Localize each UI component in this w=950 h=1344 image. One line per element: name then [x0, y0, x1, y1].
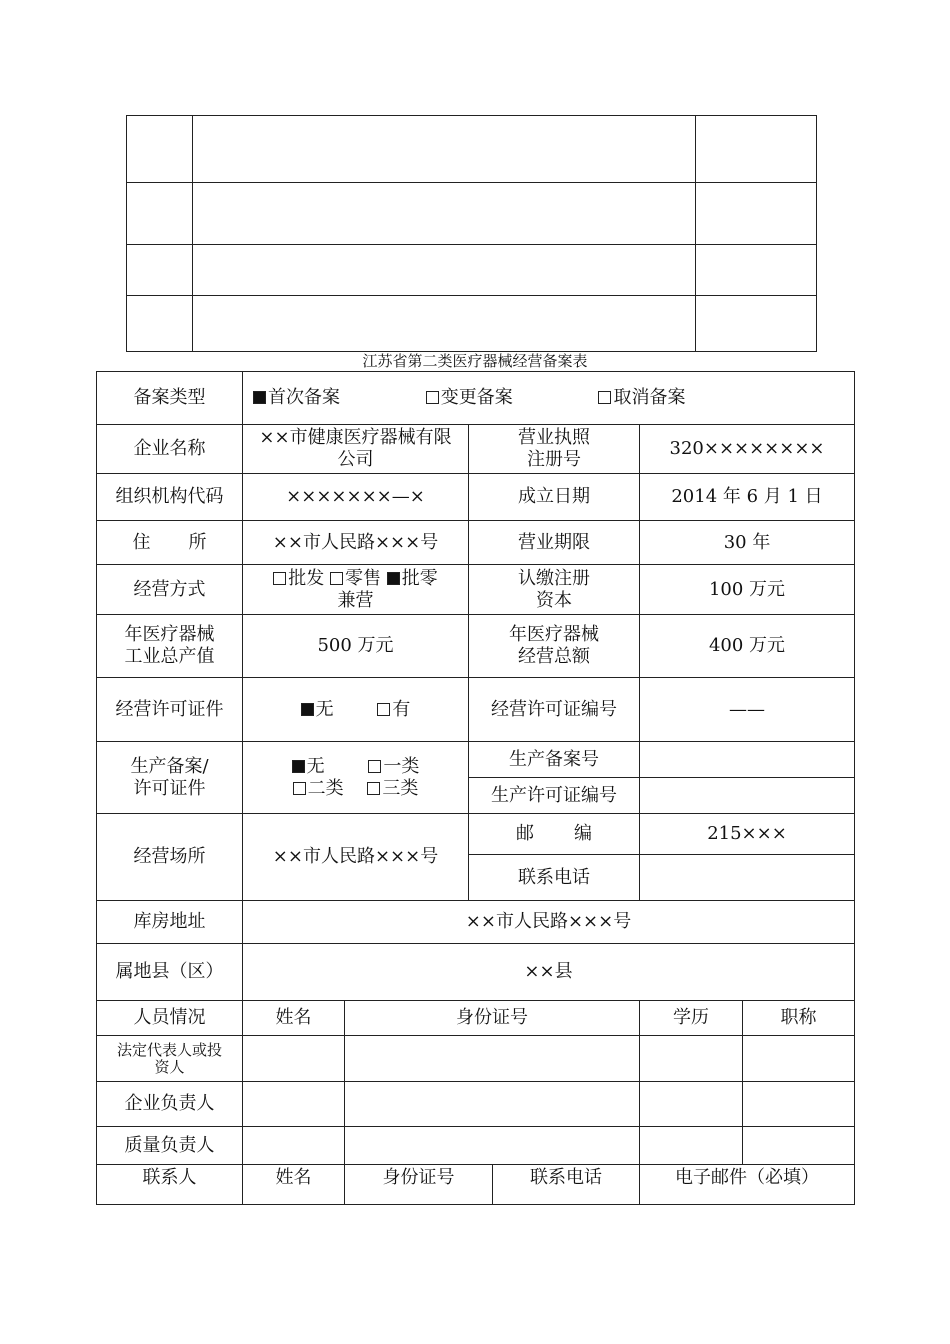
license-reg-no-value: 320××××××××	[640, 425, 855, 474]
table-row	[97, 474, 855, 521]
county-label: 属地县（区）	[97, 944, 243, 1001]
filing-form-table	[96, 371, 855, 1205]
contact-header-name: 姓名	[243, 1165, 345, 1205]
table-cell	[127, 296, 193, 352]
established-value: 2014 年 6 月 1 日	[640, 474, 855, 521]
legal-rep-label	[97, 1036, 243, 1082]
option-label: 三类	[382, 777, 419, 799]
annual-output-label	[97, 615, 243, 678]
table-cell	[345, 1082, 640, 1127]
table-cell	[640, 1082, 743, 1127]
table-cell	[193, 183, 696, 245]
production-option-class1[interactable]	[368, 756, 419, 777]
contact-header-id: 身份证号	[345, 1165, 493, 1205]
checkbox-checked-icon[interactable]	[387, 572, 400, 585]
annual-sales-label	[469, 615, 640, 678]
table-cell	[640, 1036, 743, 1082]
label-part: 住	[132, 531, 151, 553]
option-label: 无	[306, 755, 325, 777]
license-reg-no-label	[469, 425, 640, 474]
company-head-label: 企业负责人	[97, 1082, 243, 1127]
form-title: 江苏省第二类医疗器械经营备案表	[362, 352, 588, 370]
registered-capital-value: 100 万元	[640, 565, 855, 615]
table-row	[97, 615, 855, 678]
production-permit-no-value	[640, 778, 855, 814]
quality-head-label: 质量负责人	[97, 1127, 243, 1165]
filing-type-option-first[interactable]	[253, 387, 340, 408]
warehouse-value: ××市人民路×××号	[243, 901, 855, 944]
option-label: 变更备案	[440, 387, 513, 408]
table-cell	[640, 1127, 743, 1165]
option-label: 零售	[345, 567, 381, 589]
business-permit-option-yes[interactable]	[377, 699, 410, 720]
production-option-none[interactable]	[292, 756, 325, 777]
option-label: 取消备案	[613, 387, 686, 408]
option-label: 批零	[401, 567, 438, 589]
filing-type-option-change[interactable]	[426, 387, 513, 408]
personnel-label: 人员情况	[97, 1001, 243, 1036]
label-line: 法定代表人或投	[116, 1040, 222, 1059]
checkbox-icon[interactable]	[273, 572, 286, 585]
table-row	[97, 565, 855, 615]
table-row	[97, 425, 855, 474]
personnel-header-id: 身份证号	[345, 1001, 640, 1036]
personnel-header-education: 学历	[640, 1001, 743, 1036]
company-name-label: 企业名称	[97, 425, 243, 474]
postcode-label	[469, 814, 640, 855]
checkbox-icon[interactable]	[426, 391, 439, 404]
contact-label: 联系人	[97, 1165, 243, 1205]
table-row	[97, 944, 855, 1001]
table-cell	[243, 1082, 345, 1127]
production-label	[97, 742, 243, 814]
production-option-class3[interactable]	[367, 778, 418, 799]
production-options	[243, 742, 469, 814]
table-cell	[345, 1127, 640, 1165]
table-cell	[743, 1036, 855, 1082]
business-permit-options	[243, 678, 469, 742]
table-row	[127, 245, 817, 296]
business-mode-label: 经营方式	[97, 565, 243, 615]
production-filing-no-value	[640, 742, 855, 778]
label-line: 年医疗器械	[124, 624, 215, 645]
table-cell	[696, 116, 817, 183]
table-cell	[696, 183, 817, 245]
checkbox-checked-icon[interactable]	[253, 391, 266, 404]
phone-label: 联系电话	[469, 855, 640, 901]
table-cell	[243, 1036, 345, 1082]
address-label	[97, 521, 243, 565]
table-cell	[696, 245, 817, 296]
label-part: 所	[188, 531, 207, 553]
table-row	[97, 1082, 855, 1127]
filing-type-option-cancel[interactable]	[598, 387, 685, 408]
established-label: 成立日期	[469, 474, 640, 521]
checkbox-icon[interactable]	[330, 572, 343, 585]
contact-header-phone: 联系电话	[493, 1165, 640, 1205]
table-cell	[243, 1127, 345, 1165]
label-line: 年医疗器械	[509, 624, 599, 645]
table-row	[97, 1127, 855, 1165]
top-table	[126, 115, 817, 352]
table-cell	[193, 245, 696, 296]
table-row	[127, 183, 817, 245]
label-line: 营业执照	[518, 427, 590, 448]
table-cell	[193, 116, 696, 183]
label-line: 认缴注册	[518, 567, 590, 589]
premises-label: 经营场所	[97, 814, 243, 901]
label-part: 编	[574, 823, 592, 844]
label-part: 邮	[516, 823, 534, 844]
table-row	[127, 296, 817, 352]
option-label: 二类	[307, 777, 344, 799]
label-line: 经营总额	[518, 646, 590, 667]
personnel-header-name: 姓名	[243, 1001, 345, 1036]
label-line: 工业总产值	[124, 646, 215, 667]
org-code-label: 组织机构代码	[97, 474, 243, 521]
table-row	[97, 1036, 855, 1082]
table-cell	[743, 1082, 855, 1127]
table-row	[97, 901, 855, 944]
table-cell	[127, 116, 193, 183]
table-cell	[127, 245, 193, 296]
registered-capital-label	[469, 565, 640, 615]
table-cell	[696, 296, 817, 352]
business-permit-no-label: 经营许可证编号	[469, 678, 640, 742]
business-term-label: 营业期限	[469, 521, 640, 565]
table-cell	[127, 183, 193, 245]
label-line: 许可证件	[133, 777, 206, 799]
business-mode-option-retail[interactable]	[330, 568, 381, 589]
phone-value	[640, 855, 855, 901]
postcode-value: 215×××	[640, 814, 855, 855]
checkbox-icon[interactable]	[598, 391, 611, 404]
org-code-value: ×××××××—×	[243, 474, 469, 521]
production-permit-no-label: 生产许可证编号	[469, 778, 640, 814]
option-label: 首次备案	[268, 387, 340, 408]
table-row	[97, 372, 855, 425]
business-permit-no-value: ——	[640, 678, 855, 742]
business-permit-option-none[interactable]	[301, 699, 334, 720]
table-cell	[345, 1036, 640, 1082]
table-cell	[193, 296, 696, 352]
company-name-line2: 公司	[337, 449, 374, 470]
business-mode-options	[243, 565, 469, 615]
label-line: 注册号	[527, 449, 581, 470]
filing-type-label: 备案类型	[97, 372, 243, 425]
checkbox-checked-icon[interactable]	[301, 703, 314, 716]
label-line: 资人	[154, 1057, 185, 1076]
business-mode-line2: 兼营	[337, 589, 374, 611]
contact-header-email: 电子邮件（必填）	[640, 1165, 855, 1205]
business-mode-option-wholesale[interactable]	[273, 568, 324, 589]
address-value: ××市人民路×××号	[243, 521, 469, 565]
company-name-value	[243, 425, 469, 474]
checkbox-checked-icon[interactable]	[292, 760, 305, 773]
county-value: ××县	[243, 944, 855, 1001]
table-row	[97, 742, 855, 778]
table-row	[97, 521, 855, 565]
production-option-class2[interactable]	[293, 778, 344, 799]
business-term-value: 30 年	[640, 521, 855, 565]
checkbox-icon[interactable]	[367, 782, 380, 795]
table-row	[97, 814, 855, 855]
production-filing-no-label: 生产备案号	[469, 742, 640, 778]
checkbox-icon[interactable]	[293, 782, 306, 795]
personnel-header-title: 职称	[743, 1001, 855, 1036]
table-cell	[743, 1127, 855, 1165]
checkbox-icon[interactable]	[377, 703, 390, 716]
company-name-line1: ××市健康医疗器械有限	[259, 427, 452, 448]
annual-sales-value: 400 万元	[640, 615, 855, 678]
filing-type-options	[243, 372, 855, 425]
label-line: 资本	[536, 589, 572, 611]
table-row	[97, 1165, 855, 1205]
warehouse-label: 库房地址	[97, 901, 243, 944]
option-label: 批发	[288, 567, 325, 589]
table-row	[127, 116, 817, 183]
option-label: 有	[392, 698, 411, 720]
option-label: 一类	[383, 755, 420, 777]
business-permit-label: 经营许可证件	[97, 678, 243, 742]
annual-output-value: 500 万元	[243, 615, 469, 678]
table-row	[97, 1001, 855, 1036]
business-mode-option-both[interactable]	[387, 568, 438, 589]
premises-value: ××市人民路×××号	[243, 814, 469, 901]
label-line: 生产备案/	[130, 755, 209, 777]
option-label: 无	[315, 698, 334, 720]
table-row	[97, 678, 855, 742]
checkbox-icon[interactable]	[368, 760, 381, 773]
